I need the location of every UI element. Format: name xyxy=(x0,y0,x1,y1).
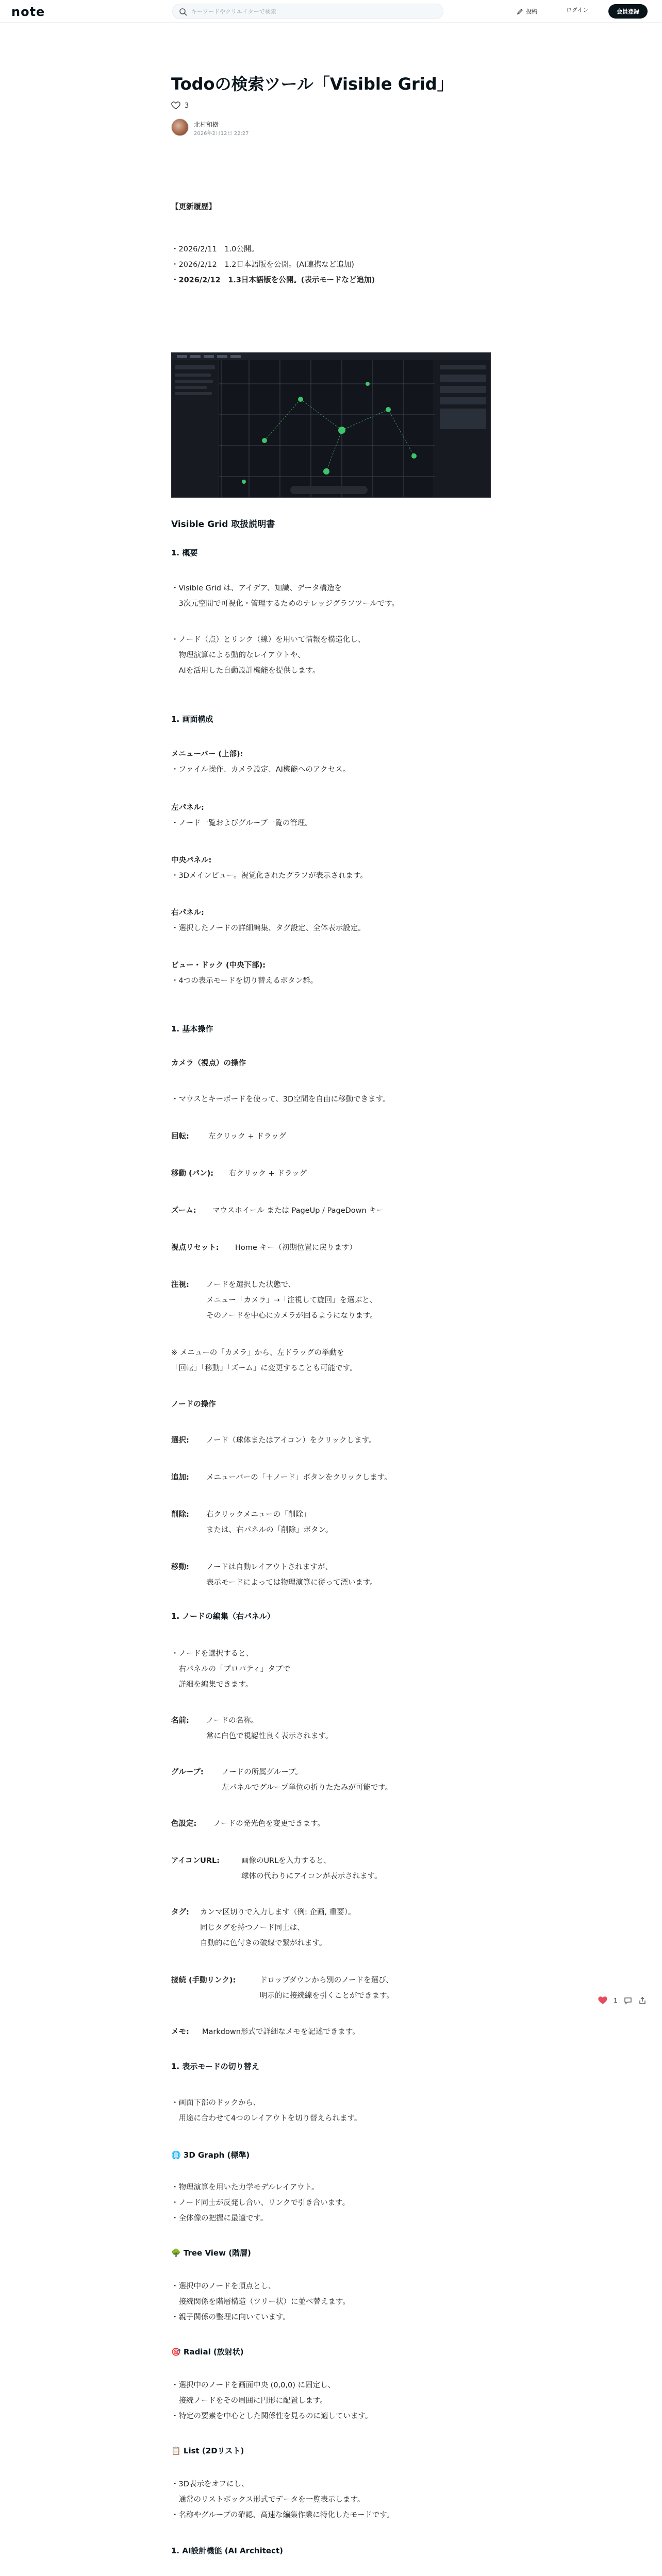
item-text: ・3Dメインビュー。視覚化されたグラフが表示されます。 xyxy=(171,872,368,880)
definition-text: メニューバーの「＋ノード」ボタンをクリックします。 xyxy=(206,1473,392,1482)
definition-label: 接続 (手動リンク): xyxy=(171,1976,236,1985)
definition-text: メニュー「カメラ」→「注視して旋回」を選ぶと、 xyxy=(206,1296,377,1304)
avatar[interactable] xyxy=(171,118,189,136)
definition-label: 移動: xyxy=(171,1563,189,1571)
history-item: ・2026/2/11 1.0公開。 xyxy=(171,245,259,253)
definition-text: 同じタグを持つノード同士は、 xyxy=(200,1924,305,1932)
definition-row xyxy=(171,1507,491,1522)
site-header xyxy=(0,0,662,23)
paragraph-line: ・特定の要素を中心とした関係性を見るのに適しています。 xyxy=(171,2412,373,2420)
signup-button[interactable]: 会員登録 xyxy=(608,4,648,19)
history-item: ・2026/2/12 1.2日本語版を公開。(AI連携など追加) xyxy=(171,261,354,269)
definition-text: そのノードを中心にカメラが回るようになります。 xyxy=(206,1312,377,1320)
definition-label: ズーム: xyxy=(171,1207,196,1215)
post-date: 2026年2月12日 22:27 xyxy=(194,131,249,137)
item-label: 右パネル: xyxy=(171,909,204,917)
definition-row xyxy=(171,1129,491,1144)
heart-icon[interactable] xyxy=(171,101,180,110)
note-line: 「回転」「移動」「ズーム」に変更することも可能です。 xyxy=(171,1364,357,1372)
definition-row xyxy=(171,1765,491,1780)
paragraph-line: ・マウスとキーボードを使って、3D空間を自由に移動できます。 xyxy=(171,1095,390,1104)
paragraph-line: 接続関係を階層構造（ツリー状）に並べ替えます。 xyxy=(171,2298,350,2306)
item-text: ・4つの表示モードを切り替えるボタン群。 xyxy=(171,977,318,985)
definition-label: 視点リセット: xyxy=(171,1244,219,1252)
paragraph-line: ・Visible Grid は、アイデア、知識、データ構造を xyxy=(171,584,342,592)
paragraph-line: ・選択中のノードを頂点とし、 xyxy=(171,2282,276,2291)
definition-row xyxy=(171,1817,491,1832)
definition-label: 色設定: xyxy=(171,1820,197,1828)
definition-row xyxy=(171,2025,491,2040)
definition-label: 名前: xyxy=(171,1717,189,1725)
definition-text: ノードの所属グループ。 xyxy=(222,1768,303,1776)
definition-row xyxy=(171,1204,491,1218)
definition-row xyxy=(171,1278,491,1293)
author-name[interactable]: 北村和樹 xyxy=(194,121,219,128)
definition-label: 移動 (パン): xyxy=(171,1170,214,1178)
definition-label: メモ: xyxy=(171,2028,189,2036)
mode-title: 🎯 Radial (放射状) xyxy=(171,2347,244,2357)
section-title: 1. 概要 xyxy=(171,548,198,557)
paragraph-line: ・親子関係の整理に向いています。 xyxy=(171,2313,290,2321)
definition-text: 球体の代わりにアイコンが表示されます。 xyxy=(241,1872,382,1880)
graph-preview xyxy=(172,353,491,498)
definition-text: Home キー（初期位置に戻ります） xyxy=(235,1244,357,1252)
definition-text: 右クリックメニューの「削除」 xyxy=(206,1511,311,1519)
definition-text: 左パネルでグループ単位の折りたたみが可能です。 xyxy=(222,1784,393,1792)
definition-label: グループ: xyxy=(171,1768,204,1776)
search-input[interactable] xyxy=(191,4,439,19)
definition-row xyxy=(171,1714,491,1728)
item-label: メニューバー (上部): xyxy=(171,750,243,758)
definition-text: カンマ区切りで入力します（例: 企画, 重要）。 xyxy=(200,1908,356,1917)
floating-like-count: 1 xyxy=(614,1997,618,2004)
definition-text: ノード（球体またはアイコン）をクリックします。 xyxy=(206,1436,376,1445)
definition-text: 表示モードによっては物理演算に従って漂います。 xyxy=(206,1579,377,1587)
post-button-label: 投稿 xyxy=(526,8,537,15)
floating-actions xyxy=(598,1996,647,2005)
paragraph-line: ・物理演算を用いた力学モデルレイアウト。 xyxy=(171,2183,319,2192)
definition-text: ノードの名称。 xyxy=(206,1717,259,1725)
paragraph-line: ・3D表示をオフにし、 xyxy=(171,2480,249,2488)
definition-row xyxy=(171,1560,491,1575)
definition-text: 左クリック + ドラッグ xyxy=(208,1132,286,1141)
definition-text: 右クリック + ドラッグ xyxy=(229,1170,307,1178)
definition-row xyxy=(171,1433,491,1448)
paragraph-line: 用途に合わせて4つのレイアウトを切り替えられます。 xyxy=(171,2114,362,2123)
section-title: 1. AI設計機能 (AI Architect) xyxy=(171,2546,284,2555)
share-icon[interactable] xyxy=(638,1996,647,2005)
search-box[interactable] xyxy=(172,4,443,19)
paragraph-line: ・選択中のノードを画面中央 (0,0,0) に固定し、 xyxy=(171,2381,335,2389)
paragraph-line: ・全体像の把握に最適です。 xyxy=(171,2214,268,2223)
definition-row xyxy=(171,1854,491,1869)
item-text: ・選択したノードの詳細編集、タグ設定、全体表示設定。 xyxy=(171,924,366,933)
history-heading: 【更新履歴】 xyxy=(171,203,216,211)
definition-label: アイコンURL: xyxy=(171,1857,220,1865)
note-logo[interactable]: note xyxy=(11,5,45,19)
definition-text: ノードは自動レイアウトされますが、 xyxy=(206,1563,333,1571)
definition-label: 注視: xyxy=(171,1281,189,1289)
item-text: ・ノード一覧およびグループ一覧の管理。 xyxy=(171,819,312,827)
definition-row xyxy=(171,1905,491,1920)
like-count: 3 xyxy=(185,101,189,110)
definition-text: マウスホイール または PageUp / PageDown キー xyxy=(212,1207,384,1215)
mode-title: 🌐 3D Graph (標準) xyxy=(171,2150,250,2160)
paragraph-line: 通常のリストボックス形式でデータを一覧表示します。 xyxy=(171,2496,365,2504)
definition-label: 追加: xyxy=(171,1473,189,1482)
subsection-title: ノードの操作 xyxy=(171,1400,216,1409)
heart-icon[interactable] xyxy=(598,1996,607,2005)
paragraph-line: ・画面下部のドックから、 xyxy=(171,2099,261,2107)
hero-screenshot xyxy=(171,352,491,498)
definition-row xyxy=(171,1166,491,1181)
paragraph-line: 詳細を編集できます。 xyxy=(171,1681,253,1689)
section-title: 1. 画面構成 xyxy=(171,715,213,724)
paragraph-line: ・名称やグループの確認、高速な編集作業に特化したモードです。 xyxy=(171,2511,394,2519)
definition-row xyxy=(171,1470,491,1485)
post-button[interactable] xyxy=(517,5,537,18)
item-label: 左パネル: xyxy=(171,804,204,812)
paragraph-line: ・ノード同士が反発し合い、リンクで引き合います。 xyxy=(171,2199,350,2207)
pen-icon xyxy=(517,8,523,15)
paragraph-line: 3次元空間で可視化・管理するためのナレッジグラフツールです。 xyxy=(171,600,400,608)
subsection-title: カメラ（視点）の操作 xyxy=(171,1059,246,1067)
item-label: 中央パネル: xyxy=(171,856,212,865)
definition-text: 自動的に色付きの破線で繋がれます。 xyxy=(200,1939,327,1947)
definition-row xyxy=(171,1241,491,1256)
definition-label: 削除: xyxy=(171,1511,189,1519)
item-label: ビュー・ドック (中央下部): xyxy=(171,961,266,970)
definition-text: ドロップダウンから別のノードを選び、 xyxy=(260,1976,393,1985)
paragraph-line: 右パネルの「プロパティ」タブで xyxy=(171,1665,291,1673)
paragraph-line: 物理演算による動的なレイアウトや、 xyxy=(171,651,305,659)
item-text: ・ファイル操作、カメラ設定、AI機能へのアクセス。 xyxy=(171,766,351,774)
login-button[interactable]: ログイン xyxy=(566,7,589,13)
definition-text: ノードの発光色を変更できます。 xyxy=(213,1820,325,1828)
section-title: 1. 基本操作 xyxy=(171,1024,213,1033)
paragraph-line: ・ノードを選択すると、 xyxy=(171,1650,254,1658)
mode-title: 📋 List (2Dリスト) xyxy=(171,2446,244,2455)
history-item: ・2026/2/12 1.3日本語版を公開。(表示モードなど追加) xyxy=(171,276,375,284)
note-line: ※ メニューの「カメラ」から、左ドラッグの挙動を xyxy=(171,1349,344,1357)
definition-label: 選択: xyxy=(171,1436,189,1445)
definition-label: 回転: xyxy=(171,1132,189,1141)
mode-title: 🌳 Tree View (階層) xyxy=(171,2248,251,2258)
definition-text: 常に白色で視認性良く表示されます。 xyxy=(206,1732,333,1740)
definition-label: タグ: xyxy=(171,1908,189,1917)
definition-text: 明示的に接続線を引くことができます。 xyxy=(260,1992,394,2000)
section-title: 1. ノードの編集（右パネル） xyxy=(171,1612,275,1621)
definition-text: または、右パネルの「削除」ボタン。 xyxy=(206,1526,333,1534)
manual-title: Visible Grid 取扱説明書 xyxy=(171,519,275,530)
search-icon xyxy=(179,8,187,16)
definition-text: Markdown形式で詳細なメモを記述できます。 xyxy=(202,2028,360,2036)
definition-text: 画像のURLを入力すると、 xyxy=(241,1857,331,1865)
paragraph-line: ・ノード（点）とリンク（線）を用いて情報を構造化し、 xyxy=(171,636,366,644)
section-title: 1. 表示モードの切り替え xyxy=(171,2062,259,2071)
paragraph-line: 接続ノードをその周囲に円形に配置します。 xyxy=(171,2397,327,2405)
comment-icon[interactable] xyxy=(624,1996,632,2005)
definition-text: ノードを選択した状態で、 xyxy=(206,1281,296,1289)
paragraph-line: AIを活用した自動設計機能を提供します。 xyxy=(171,667,320,675)
definition-row xyxy=(171,1973,491,1988)
like-row xyxy=(171,101,189,110)
article-title: Todoの検索ツール「Visible Grid」 xyxy=(171,74,454,94)
